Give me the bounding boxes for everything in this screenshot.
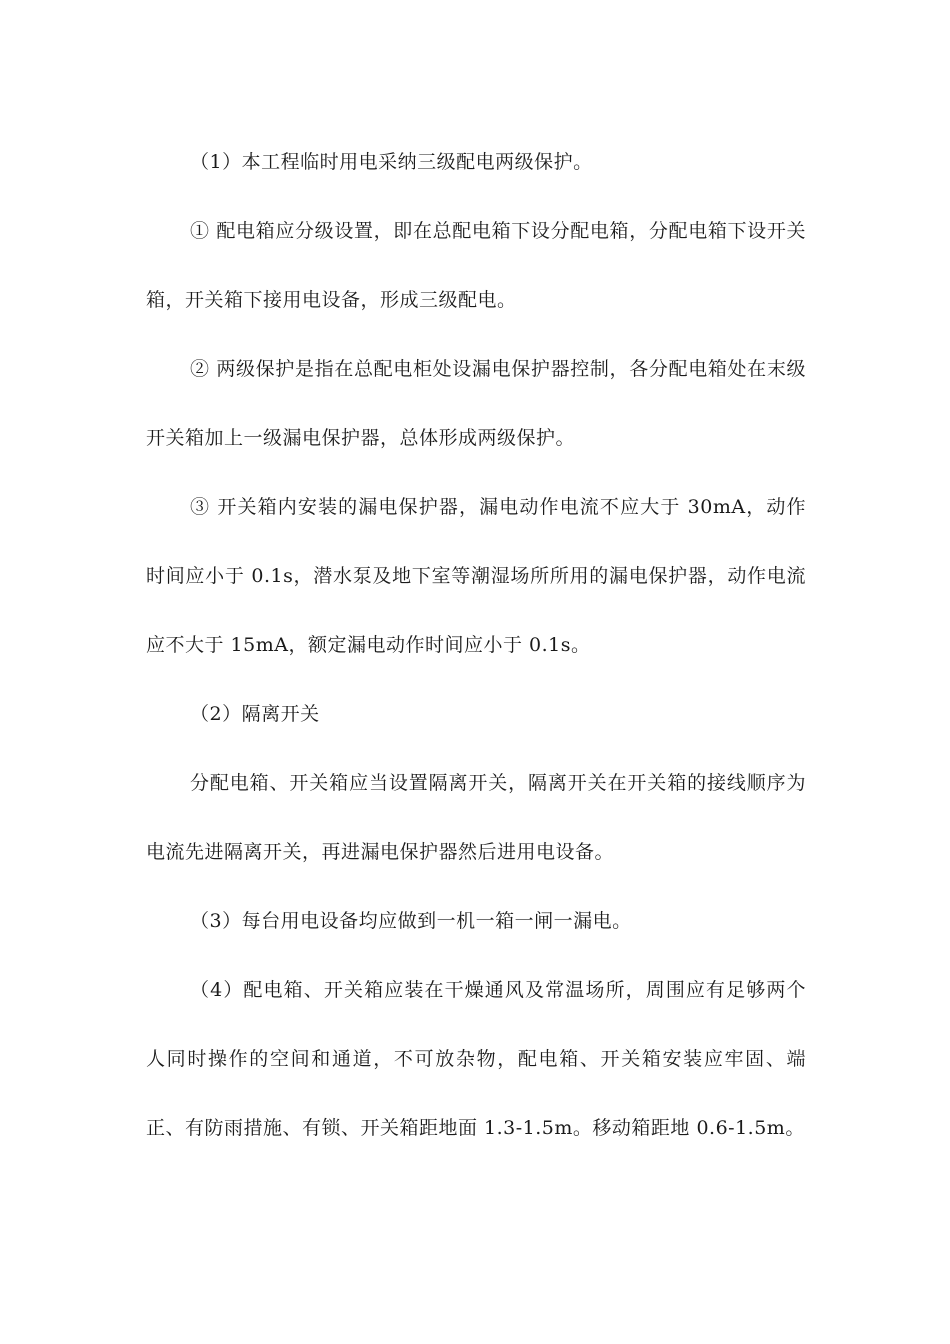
paragraph-heading-4: （4）配电箱、开关箱应装在干燥通风及常温场所，周围应有足够两个人同时操作的空间和通道，不可放杂物，配电箱、开关箱安装应牢固、端正、有防雨措施、有锁、开关箱距地面 1.3-1.5m。移动箱距地 0.6-1.5m。 <box>146 979 806 1139</box>
document-body <box>146 128 806 1163</box>
paragraph-heading-1: （1）本工程临时用电采纳三级配电两级保护。 <box>190 151 593 173</box>
paragraph-heading-3: （3）每台用电设备均应做到一机一箱一闸一漏电。 <box>190 910 632 932</box>
paragraph-isolation-switch: 分配电箱、开关箱应当设置隔离开关，隔离开关在开关箱的接线顺序为电流先进隔离开关，再进漏电保护器然后进用电设备。 <box>146 772 806 863</box>
paragraph-item-2: ② 两级保护是指在总配电柜处设漏电保护器控制，各分配电箱处在末级开关箱加上一级漏电保护器，总体形成两级保护。 <box>146 358 806 449</box>
paragraph-item-3: ③ 开关箱内安装的漏电保护器，漏电动作电流不应大于 30mA，动作时间应小于 0.1s，潜水泵及地下室等潮湿场所所用的漏电保护器，动作电流应不大于 15mA，额定漏电动作时间应小于 0.1s。 <box>146 496 806 656</box>
paragraph-heading-2: （2）隔离开关 <box>190 703 320 725</box>
paragraph-item-1: ① 配电箱应分级设置，即在总配电箱下设分配电箱，分配电箱下设开关箱，开关箱下接用电设备，形成三级配电。 <box>146 220 806 311</box>
